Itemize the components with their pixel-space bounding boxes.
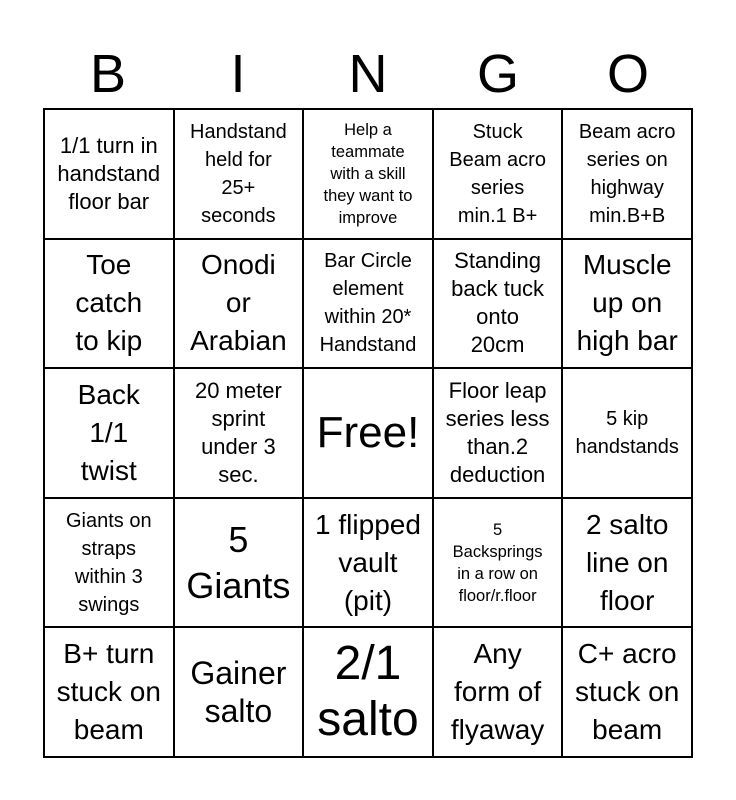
cell-text: Giants on straps within 3 swings bbox=[65, 509, 152, 616]
bingo-cell[interactable] bbox=[303, 498, 433, 628]
bingo-cell[interactable] bbox=[174, 239, 304, 369]
bingo-cell[interactable] bbox=[562, 498, 692, 628]
cell-text: Stuck Beam acro series min.1 B+ bbox=[449, 120, 546, 227]
bingo-cell[interactable] bbox=[433, 627, 563, 757]
cell-text: Gainer salto bbox=[190, 655, 287, 730]
cell-text: Beam acro series on highway min.B+B bbox=[578, 120, 676, 227]
cell-text: Back 1/1 twist bbox=[77, 378, 140, 486]
cell-text: Onodi or Arabian bbox=[190, 249, 287, 357]
cell-text: B+ turn stuck on beam bbox=[56, 638, 161, 746]
cell-text: C+ acro stuck on beam bbox=[575, 638, 680, 746]
header-letter-g: G bbox=[476, 44, 519, 104]
bingo-header bbox=[43, 40, 693, 108]
bingo-cell[interactable] bbox=[44, 498, 174, 628]
header-letter-o: O bbox=[606, 44, 649, 104]
bingo-cell[interactable] bbox=[433, 498, 563, 628]
cell-text: Any form of flyaway bbox=[450, 638, 545, 746]
bingo-cell[interactable] bbox=[174, 368, 304, 498]
header-letter-b: B bbox=[89, 44, 127, 104]
bingo-cell[interactable] bbox=[174, 627, 304, 757]
free-space-text: Free! bbox=[316, 407, 420, 457]
bingo-cell[interactable] bbox=[433, 368, 563, 498]
bingo-cell[interactable] bbox=[562, 368, 692, 498]
bingo-cell[interactable] bbox=[433, 109, 563, 239]
cell-text: 5 Giants bbox=[186, 518, 291, 606]
bingo-cell[interactable] bbox=[562, 109, 692, 239]
bingo-cell[interactable] bbox=[562, 239, 692, 369]
header-letter-i: I bbox=[230, 44, 246, 104]
bingo-cell[interactable] bbox=[433, 239, 563, 369]
bingo-grid bbox=[43, 108, 693, 758]
cell-text: Handstand held for 25+ seconds bbox=[190, 120, 287, 227]
cell-text: Help a teammate with a skill they want to improve bbox=[323, 120, 413, 227]
cell-text: 1 flipped vault (pit) bbox=[315, 508, 421, 616]
bingo-cell[interactable] bbox=[174, 109, 304, 239]
cell-text: 5 Backsprings in a row on floor/r.floor bbox=[452, 520, 543, 605]
bingo-cell[interactable] bbox=[303, 109, 433, 239]
cell-text: Standing back tuck onto 20cm bbox=[451, 248, 545, 358]
cell-text: Floor leap series less than.2 deduction bbox=[445, 377, 550, 487]
bingo-cell-free[interactable] bbox=[303, 368, 433, 498]
cell-text: Bar Circle element within 20* Handstand bbox=[319, 250, 417, 357]
cell-text: 1/1 turn in handstand floor bar bbox=[57, 132, 161, 214]
cell-text: 2/1 salto bbox=[317, 637, 419, 747]
bingo-cell[interactable] bbox=[562, 627, 692, 757]
bingo-cell[interactable] bbox=[44, 109, 174, 239]
header-letter-n: N bbox=[348, 44, 388, 104]
bingo-cell[interactable] bbox=[303, 627, 433, 757]
bingo-cell[interactable] bbox=[174, 498, 304, 628]
bingo-cell[interactable] bbox=[303, 239, 433, 369]
bingo-cell[interactable] bbox=[44, 368, 174, 498]
cell-text: Toe catch to kip bbox=[75, 249, 143, 357]
bingo-cell[interactable] bbox=[44, 239, 174, 369]
cell-text: 2 salto line on floor bbox=[585, 508, 669, 616]
cell-text: 5 kip handstands bbox=[575, 407, 679, 458]
cell-text: Muscle up on high bar bbox=[576, 249, 678, 357]
bingo-cell[interactable] bbox=[44, 627, 174, 757]
cell-text: 20 meter sprint under 3 sec. bbox=[194, 377, 282, 487]
